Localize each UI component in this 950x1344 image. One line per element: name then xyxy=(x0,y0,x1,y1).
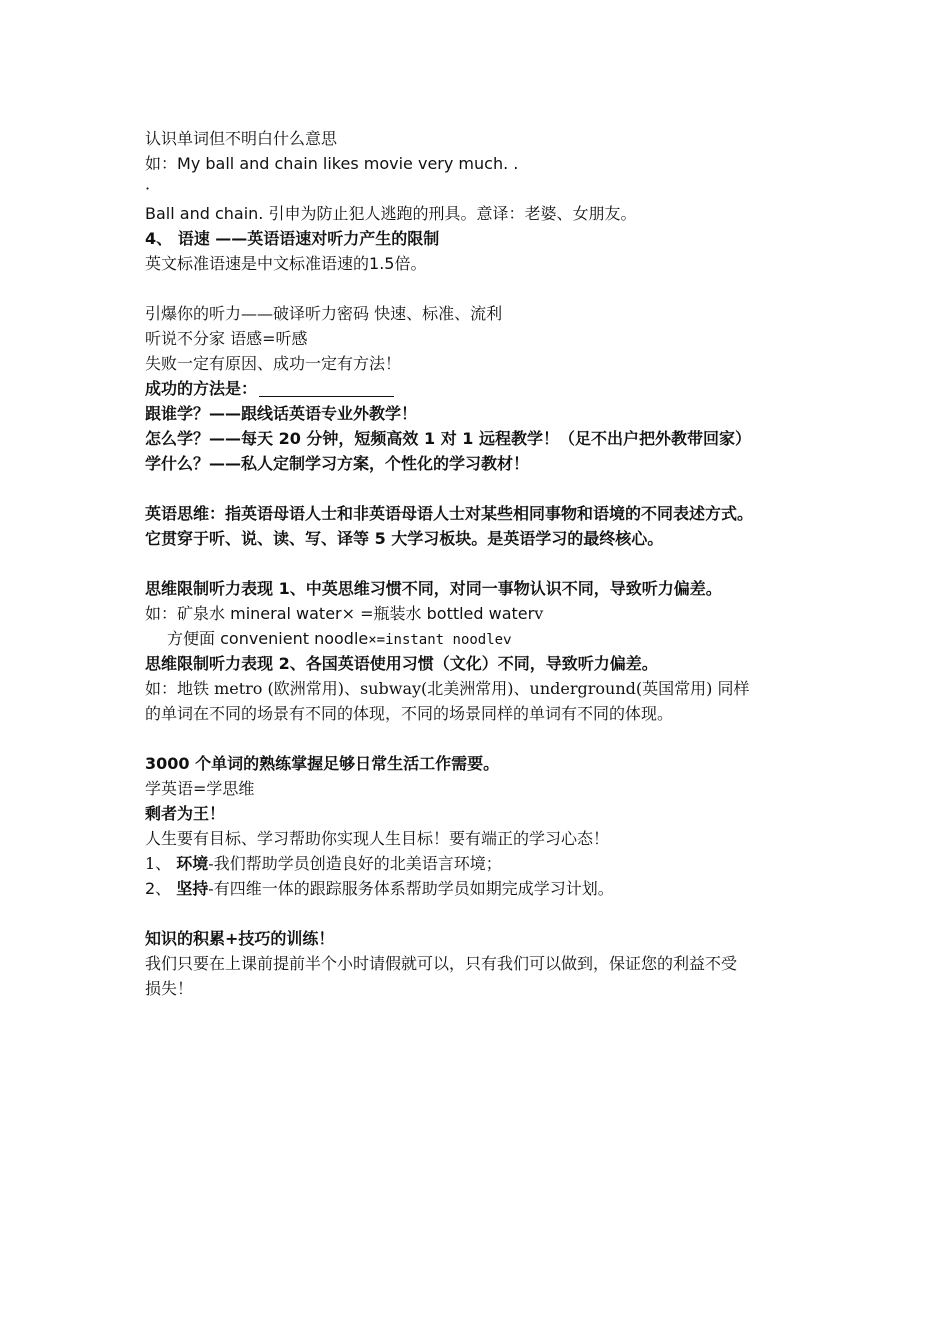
english-term: ×=instant noodleⅴ xyxy=(368,632,512,648)
number: 1 xyxy=(456,429,479,448)
document-body xyxy=(145,126,815,1001)
text: 跟谁学？——跟线话英语专业外教学！ xyxy=(145,404,418,423)
list-number: 1、 xyxy=(145,854,177,873)
text: 引爆你的听力——破译听力密码 快速、标准、流利 xyxy=(145,304,503,323)
list-keyword: 坚持 xyxy=(176,879,209,898)
text: 如：矿泉水 xyxy=(145,604,226,623)
text-line-survivor-wins xyxy=(145,801,815,826)
text-line-listening-speaking xyxy=(145,326,815,351)
text: 认识单词但不明白什么意思 xyxy=(145,129,338,148)
text: 倍。 xyxy=(394,254,427,273)
heading-number: 4、 语速 xyxy=(145,229,210,248)
text-line-ball-and-chain-meaning xyxy=(145,201,815,226)
text: 3000 个单词的熟练掌握足够日常生活工作需要。 xyxy=(145,754,500,773)
blank-line xyxy=(145,476,815,501)
heading-text: ——英语语速对听力产生的限制 xyxy=(209,229,440,248)
list-item-environment xyxy=(145,851,815,876)
text: 人生要有目标、学习帮助你实现人生目标！要有端正的学习心态！ xyxy=(145,829,610,848)
text-line-knowledge-skills xyxy=(145,926,815,951)
number: 1 xyxy=(273,579,290,598)
text: 引申为防止犯人逃跑的刑具。意译：老婆、女朋友。 xyxy=(263,204,637,223)
text: 知识的积累+技巧的训练！ xyxy=(145,929,335,948)
text-line-who-to-learn xyxy=(145,401,815,426)
fill-in-blank-underline xyxy=(259,379,394,397)
text: × =瓶装水 xyxy=(341,604,422,623)
text-line-speech-rate xyxy=(145,251,815,276)
text-line-life-goal xyxy=(145,826,815,851)
text: 思维限制听力表现 xyxy=(145,579,274,598)
number: 1 xyxy=(418,429,441,448)
text-line-recognize-words xyxy=(145,126,815,151)
text: 剩者为王！ xyxy=(145,804,226,823)
text-line-english-thinking-definition xyxy=(145,501,815,526)
text-line-leave-request xyxy=(145,951,815,976)
text: 学什么？——私人定制学习方案，个性化的学习教材！ xyxy=(145,454,530,473)
text-line-3000-words xyxy=(145,751,815,776)
text-line-leave-request-cont xyxy=(145,976,815,1001)
heading-speech-rate xyxy=(145,226,815,251)
text: 成功的方法是： xyxy=(145,379,258,398)
text: 听说不分家 语感=听感 xyxy=(145,329,308,348)
text: 如：地铁 metro (欧洲常用)、subway(北美洲常用)、underground(英国常用) 同样 xyxy=(145,679,750,698)
blank-line xyxy=(145,901,815,926)
check-mark: ⅴ xyxy=(534,604,544,623)
text: 远程教学！（足不出户把外教带回家） xyxy=(479,429,752,448)
list-item-persistence xyxy=(145,876,815,901)
text-line-english-thinking-core xyxy=(145,526,815,551)
number: 5 xyxy=(369,529,392,548)
text-line-failure-success xyxy=(145,351,815,376)
text: 学英语=学思维 xyxy=(145,779,255,798)
text-line-mineral-water-example xyxy=(145,601,815,626)
number: 1.5 xyxy=(369,254,395,273)
text-line-dot xyxy=(145,176,815,201)
list-keyword: 环境 xyxy=(176,854,209,873)
text-line-noodle-example xyxy=(145,626,815,651)
text-line-metro-example-cont xyxy=(145,701,815,726)
text-line-what-to-learn xyxy=(145,451,815,476)
text: 方便面 xyxy=(167,629,216,648)
english-example: My ball and chain likes movie very much. . xyxy=(177,154,519,173)
text-line-example-ball-and-chain xyxy=(145,151,815,176)
text: 、中英思维习惯不同，对同一事物认识不同，导致听力偏差。 xyxy=(289,579,722,598)
text: 损失！ xyxy=(145,979,194,998)
text: · xyxy=(145,179,151,198)
heading-thinking-limit-1 xyxy=(145,576,815,601)
text: 它贯穿于听、说、读、写、译等 xyxy=(145,529,370,548)
english-term: mineral water xyxy=(225,604,342,623)
text-line-metro-example xyxy=(145,676,815,701)
blank-line xyxy=(145,276,815,301)
blank-line xyxy=(145,551,815,576)
text: 对 xyxy=(440,429,457,448)
text-line-listening-code xyxy=(145,301,815,326)
text: -有四维一体的跟踪服务体系帮助学员如期完成学习计划。 xyxy=(208,879,614,898)
text: 大学习板块。是英语学习的最终核心。 xyxy=(391,529,664,548)
text: 我们只要在上课前提前半个小时请假就可以，只有我们可以做到，保证您的利益不受 xyxy=(145,954,738,973)
blank-line xyxy=(145,726,815,751)
english-term: convenient noodle xyxy=(215,629,369,648)
text: 如： xyxy=(145,154,178,173)
text-line-success-method xyxy=(145,376,815,401)
text: 失败一定有原因、成功一定有方法！ xyxy=(145,354,402,373)
text: 英语思维：指英语母语人士和非英语母语人士对某些相同事物和语境的不同表述方式。 xyxy=(145,504,754,523)
english-term: Ball and chain. xyxy=(145,204,264,223)
english-term: bottled water xyxy=(421,604,535,623)
text-line-how-to-learn xyxy=(145,426,815,451)
heading-thinking-limit-2 xyxy=(145,651,815,676)
list-number: 2、 xyxy=(145,879,177,898)
text: 的单词在不同的场景有不同的体现，不同的场景同样的单词有不同的体现。 xyxy=(145,704,674,723)
text: 英文标准语速是中文标准语速的 xyxy=(145,254,370,273)
text: 怎么学？——每天 20 分钟，短频高效 xyxy=(145,429,419,448)
text: 思维限制听力表现 2、各国英语使用习惯（文化）不同，导致听力偏差。 xyxy=(145,654,658,673)
text: -我们帮助学员创造良好的北美语言环境； xyxy=(208,854,502,873)
text-line-learn-thinking xyxy=(145,776,815,801)
